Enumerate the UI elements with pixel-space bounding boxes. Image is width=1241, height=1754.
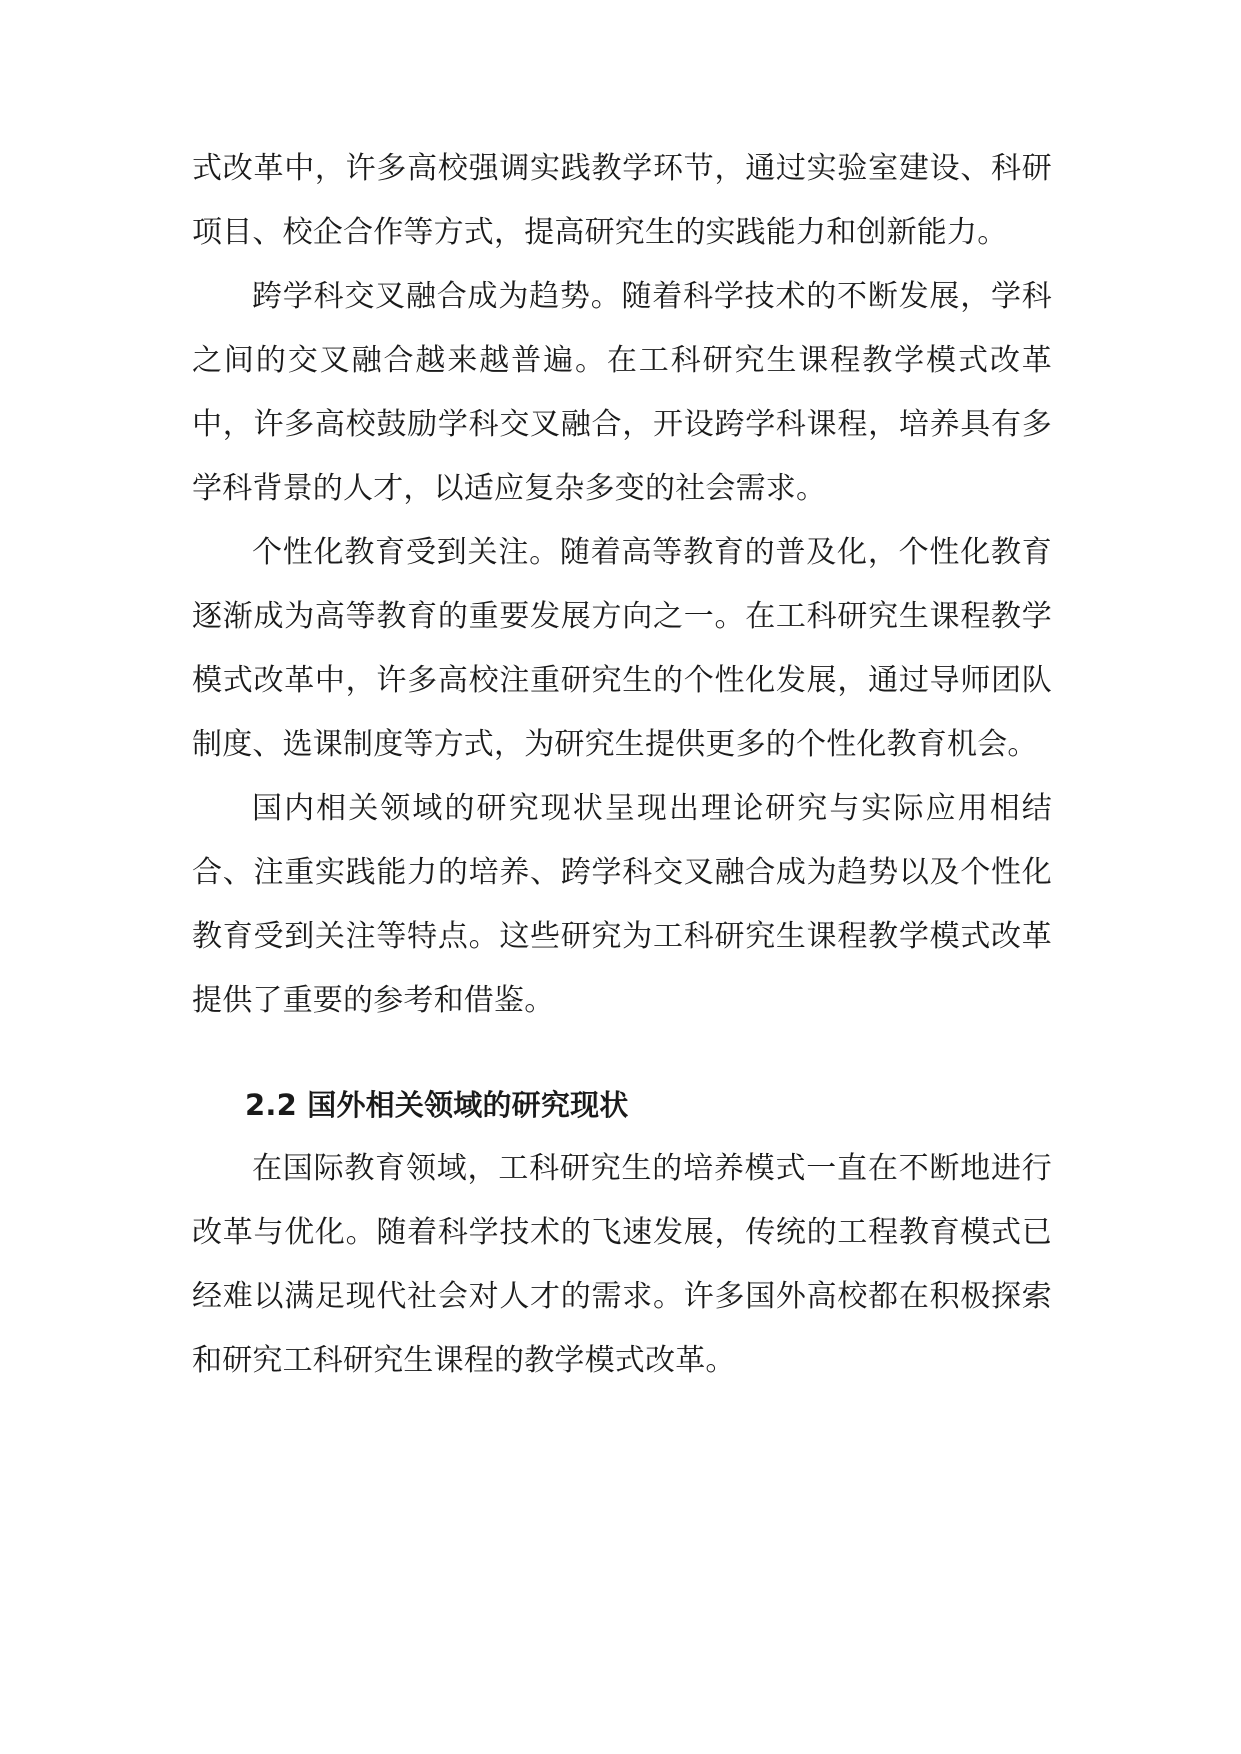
- paragraph-continuation: 式改革中，许多高校强调实践教学环节，通过实验室建设、科研项目、校企合作等方式，提高研究生的实践能力和创新能力。: [192, 151, 1052, 250]
- paragraph-personalized-education: 个性化教育受到关注。随着高等教育的普及化，个性化教育逐渐成为高等教育的重要发展方向之一。在工科研究生课程教学模式改革中，许多高校注重研究生的个性化发展，通过导师团队制度、选课制度等方式，为研究生提供更多的个性化教育机会。: [192, 535, 1052, 762]
- paragraph-domestic-summary: 国内相关领域的研究现状呈现出理论研究与实际应用相结合、注重实践能力的培养、跨学科交叉融合成为趋势以及个性化教育受到关注等特点。这些研究为工科研究生课程教学模式改革提供了重要的参考和借鉴。: [192, 791, 1052, 1018]
- section-heading: 2.2 国外相关领域的研究现状: [245, 1088, 629, 1122]
- document-body: [192, 137, 1052, 1393]
- paragraph-interdisciplinary: 跨学科交叉融合成为趋势。随着科学技术的不断发展，学科之间的交叉融合越来越普遍。在工科研究生课程教学模式改革中，许多高校鼓励学科交叉融合，开设跨学科课程，培养具有多学科背景的人才，以适应复杂多变的社会需求。: [192, 279, 1052, 506]
- paragraph-international-intro: 在国际教育领域，工科研究生的培养模式一直在不断地进行改革与优化。随着科学技术的飞速发展，传统的工程教育模式已经难以满足现代社会对人才的需求。许多国外高校都在积极探索和研究工科研究生课程的教学模式改革。: [192, 1151, 1052, 1378]
